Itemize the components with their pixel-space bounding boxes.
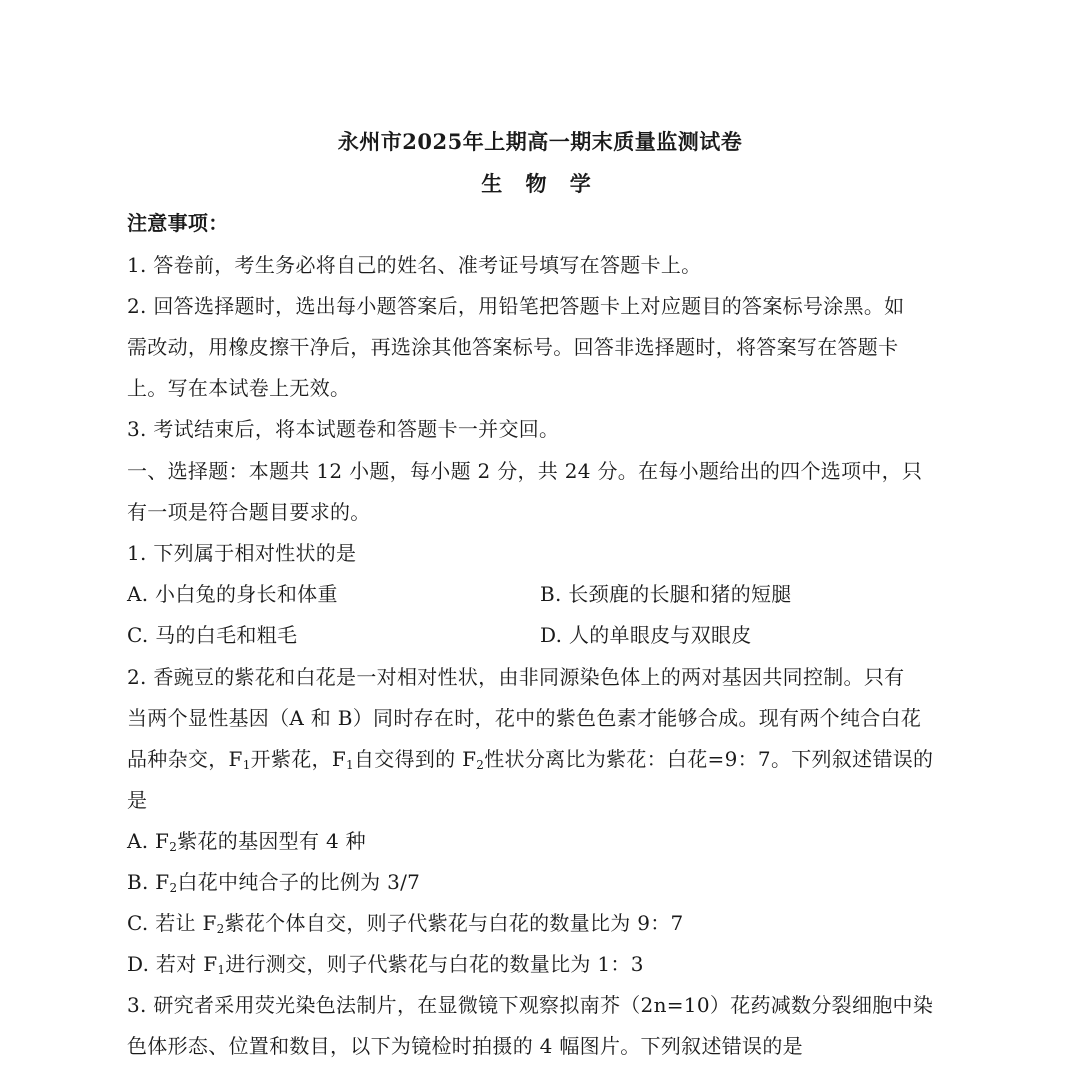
q2-option-a: A. $F_2$紫花的基因型有 4 种 <box>127 829 366 854</box>
notice-heading: 注意事项： <box>127 211 229 235</box>
exam-title: 永州市2025年上期高一期末质量监测试卷 <box>337 129 743 154</box>
exam-subject: 生 物 学 <box>481 171 599 196</box>
notice-item-2-cont: 需改动，用橡皮擦干净后，再选涂其他答案标号。回答非选择题时，将答案写在答题卡 <box>127 335 899 359</box>
q2-stem-line4: 是 <box>127 788 148 812</box>
q1-option-c: C. 马的白毛和粗毛 <box>127 623 298 647</box>
q1-option-d: D. 人的单眼皮与双眼皮 <box>540 623 752 647</box>
notice-item-1: 1. 答卷前，考生务必将自己的姓名、准考证号填写在答题卡上。 <box>127 253 702 277</box>
q1-option-b: B. 长颈鹿的长腿和猪的短腿 <box>540 582 792 606</box>
q3-stem-line1: 3. 研究者采用荧光染色法制片，在显微镜下观察拟南芥（2n=10）花药减数分裂细胞中染 <box>127 993 934 1017</box>
q1-stem: 1. 下列属于相对性状的是 <box>127 541 357 565</box>
section-heading-cont: 有一项是符合题目要求的。 <box>127 500 371 524</box>
notice-item-2: 2. 回答选择题时，选出每小题答案后，用铅笔把答题卡上对应题目的答案标号涂黑。如 <box>127 294 905 318</box>
notice-item-3: 3. 考试结束后，将本试题卷和答题卡一并交回。 <box>127 417 560 441</box>
q2-stem-line2: 当两个显性基因（A 和 B）同时存在时，花中的紫色色素才能够合成。现有两个纯合白花 <box>127 706 922 730</box>
q1-option-a: A. 小白兔的身长和体重 <box>127 582 338 606</box>
notice-item-2-end: 上。写在本试卷上无效。 <box>127 376 351 400</box>
q3-stem-line2: 色体形态、位置和数目，以下为镜检时拍摄的 4 幅图片。下列叙述错误的是 <box>127 1034 803 1058</box>
q2-option-b: B. $F_2$白花中纯合子的比例为 3/7 <box>127 870 421 895</box>
section-heading: 一、选择题：本题共 12 小题，每小题 2 分，共 24 分。在每小题给出的四个选项中，只 <box>127 459 923 483</box>
q2-stem-line1: 2. 香豌豆的紫花和白花是一对相对性状，由非同源染色体上的两对基因共同控制。只有 <box>127 665 905 689</box>
q2-option-d: D. 若对 $F_1$进行测交，则子代紫花与白花的数量比为 1：3 <box>127 952 644 977</box>
q2-option-c: C. 若让 $F_2$紫花个体自交，则子代紫花与白花的数量比为 9：7 <box>127 911 684 936</box>
q2-stem-line3: 品种杂交，$F_1$开紫花，$F_1$自交得到的 $F_2$性状分离比为紫花：白花=9：7。下列叙述错误的 <box>127 747 934 772</box>
